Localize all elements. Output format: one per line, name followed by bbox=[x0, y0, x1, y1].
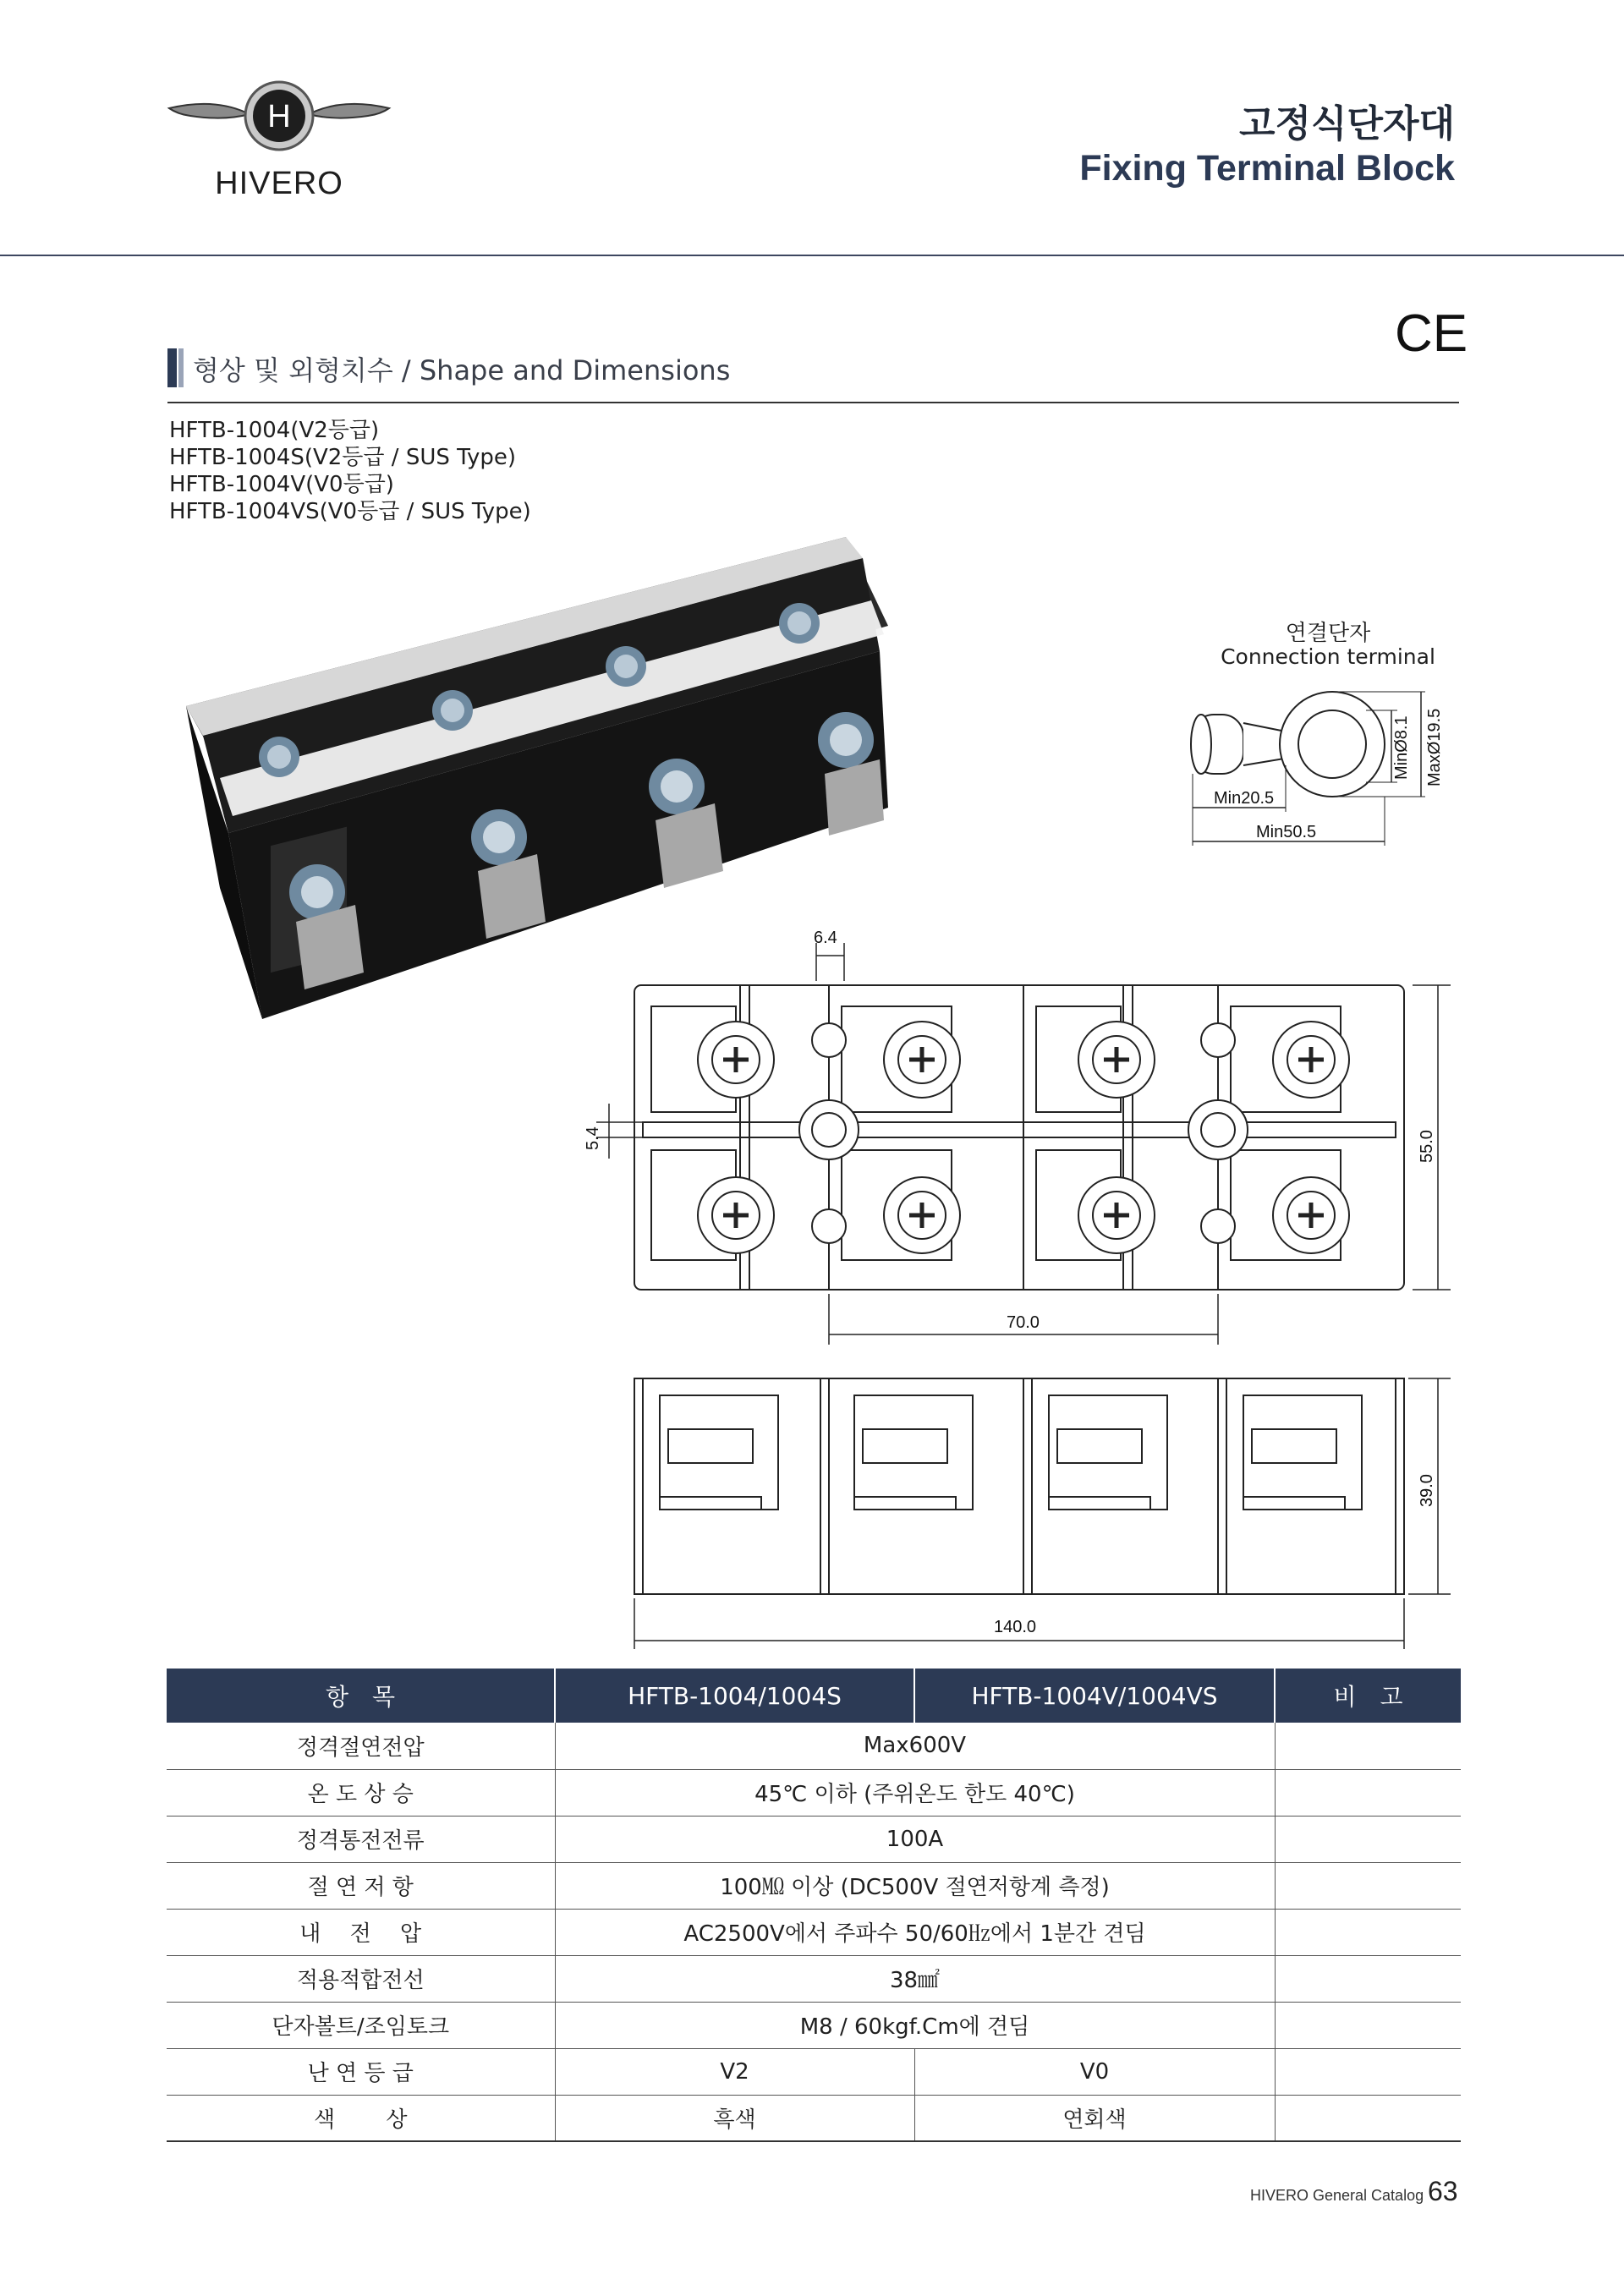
dim-slot-width: 6.4 bbox=[814, 929, 837, 947]
header-model-standard: HFTB-1004/1004S bbox=[555, 1669, 914, 1723]
svg-text:CE: CE bbox=[1394, 304, 1468, 363]
row-value-v0: V0 bbox=[914, 2048, 1275, 2095]
row-value: 100㏁ 이상 (DC500V 절연저항계 측정) bbox=[555, 1862, 1275, 1909]
table-row bbox=[167, 1816, 1461, 1862]
table-row bbox=[167, 1769, 1461, 1816]
logo-text: HIVERO bbox=[215, 166, 343, 201]
row-item: 정격절연전압 bbox=[167, 1723, 555, 1769]
row-value-v0: 연회색 bbox=[914, 2095, 1275, 2141]
row-item: 정격통전전류 bbox=[167, 1816, 555, 1862]
table-row bbox=[167, 1862, 1461, 1909]
row-value-standard: V2 bbox=[555, 2048, 914, 2095]
table-row bbox=[167, 2048, 1461, 2095]
row-remark bbox=[1275, 1816, 1461, 1862]
section-title: 형상 및 외형치수 / Shape and Dimensions bbox=[193, 354, 731, 386]
row-remark bbox=[1275, 2002, 1461, 2048]
connection-terminal-drawing bbox=[1167, 677, 1463, 854]
spec-table bbox=[167, 1669, 1461, 2142]
top-view-drawing bbox=[575, 922, 1472, 1345]
row-item: 절 연 저 항 bbox=[167, 1862, 555, 1909]
header-remark: 비 고 bbox=[1275, 1669, 1461, 1723]
section-marker-light bbox=[178, 348, 184, 387]
row-value: 38㎟ bbox=[555, 1955, 1275, 2002]
dim-min-length-50: Min50.5 bbox=[1256, 823, 1317, 841]
page-title-ko: 고정식단자대 bbox=[1238, 102, 1455, 145]
model-item: HFTB-1004(V2등급) bbox=[169, 418, 380, 443]
table-row bbox=[167, 1909, 1461, 1955]
dim-height: 55.0 bbox=[1418, 1130, 1436, 1163]
row-item: 색 상 bbox=[167, 2095, 555, 2141]
dim-min-diameter: MinØ8.1 bbox=[1392, 715, 1411, 780]
row-value: 45℃ 이하 (주위온도 한도 40℃) bbox=[555, 1769, 1275, 1816]
section-marker bbox=[167, 348, 177, 387]
side-view-drawing bbox=[575, 1362, 1472, 1649]
footer-catalog-label: HIVERO General Catalog bbox=[1250, 2187, 1424, 2204]
header-model-v0: HFTB-1004V/1004VS bbox=[914, 1669, 1275, 1723]
row-remark bbox=[1275, 2095, 1461, 2141]
table-row bbox=[167, 1723, 1461, 1769]
dim-max-diameter: MaxØ19.5 bbox=[1425, 708, 1444, 786]
row-value: M8 / 60kgf.Cm에 견딤 bbox=[555, 2002, 1275, 2048]
header-item: 항 목 bbox=[167, 1669, 555, 1723]
row-remark bbox=[1275, 1862, 1461, 1909]
dim-channel-width: 5.4 bbox=[584, 1126, 602, 1150]
table-row bbox=[167, 1955, 1461, 2002]
row-remark bbox=[1275, 1955, 1461, 2002]
dim-pitch: 70.0 bbox=[1007, 1313, 1040, 1332]
page-title-en: Fixing Terminal Block bbox=[1079, 148, 1455, 189]
row-value: Max600V bbox=[555, 1723, 1275, 1769]
row-item: 단자볼트/조임토크 bbox=[167, 2002, 555, 2048]
logo-letter: H bbox=[267, 99, 291, 134]
dim-min-length-20: Min20.5 bbox=[1214, 789, 1275, 808]
model-item: HFTB-1004S(V2등급 / SUS Type) bbox=[169, 445, 516, 470]
row-value: AC2500V에서 주파수 50/60㎐에서 1분간 견딤 bbox=[555, 1909, 1275, 1955]
page-number: 63 bbox=[1428, 2176, 1458, 2206]
connection-label-en: Connection terminal bbox=[1221, 644, 1435, 669]
model-item: HFTB-1004V(V0등급) bbox=[169, 472, 394, 497]
row-remark bbox=[1275, 1769, 1461, 1816]
row-value: 100A bbox=[555, 1816, 1275, 1862]
section-divider bbox=[167, 402, 1459, 403]
row-value-standard: 흑색 bbox=[555, 2095, 914, 2141]
table-header-row bbox=[167, 1669, 1461, 1723]
row-remark bbox=[1275, 2048, 1461, 2095]
row-remark bbox=[1275, 1909, 1461, 1955]
model-list bbox=[169, 417, 531, 525]
row-item: 내 전 압 bbox=[167, 1909, 555, 1955]
row-item: 적용적합전선 bbox=[167, 1955, 555, 2002]
header-divider bbox=[0, 255, 1624, 256]
table-row bbox=[167, 2095, 1461, 2141]
table-row bbox=[167, 2002, 1461, 2048]
connection-label-ko: 연결단자 bbox=[1285, 621, 1371, 646]
row-remark bbox=[1275, 1723, 1461, 1769]
row-item: 온 도 상 승 bbox=[167, 1769, 555, 1816]
ce-mark-icon bbox=[1394, 304, 1468, 363]
model-item: HFTB-1004VS(V0등급 / SUS Type) bbox=[169, 499, 531, 524]
row-item: 난 연 등 급 bbox=[167, 2048, 555, 2095]
dim-side-height: 39.0 bbox=[1418, 1474, 1436, 1507]
dim-length: 140.0 bbox=[994, 1618, 1037, 1636]
